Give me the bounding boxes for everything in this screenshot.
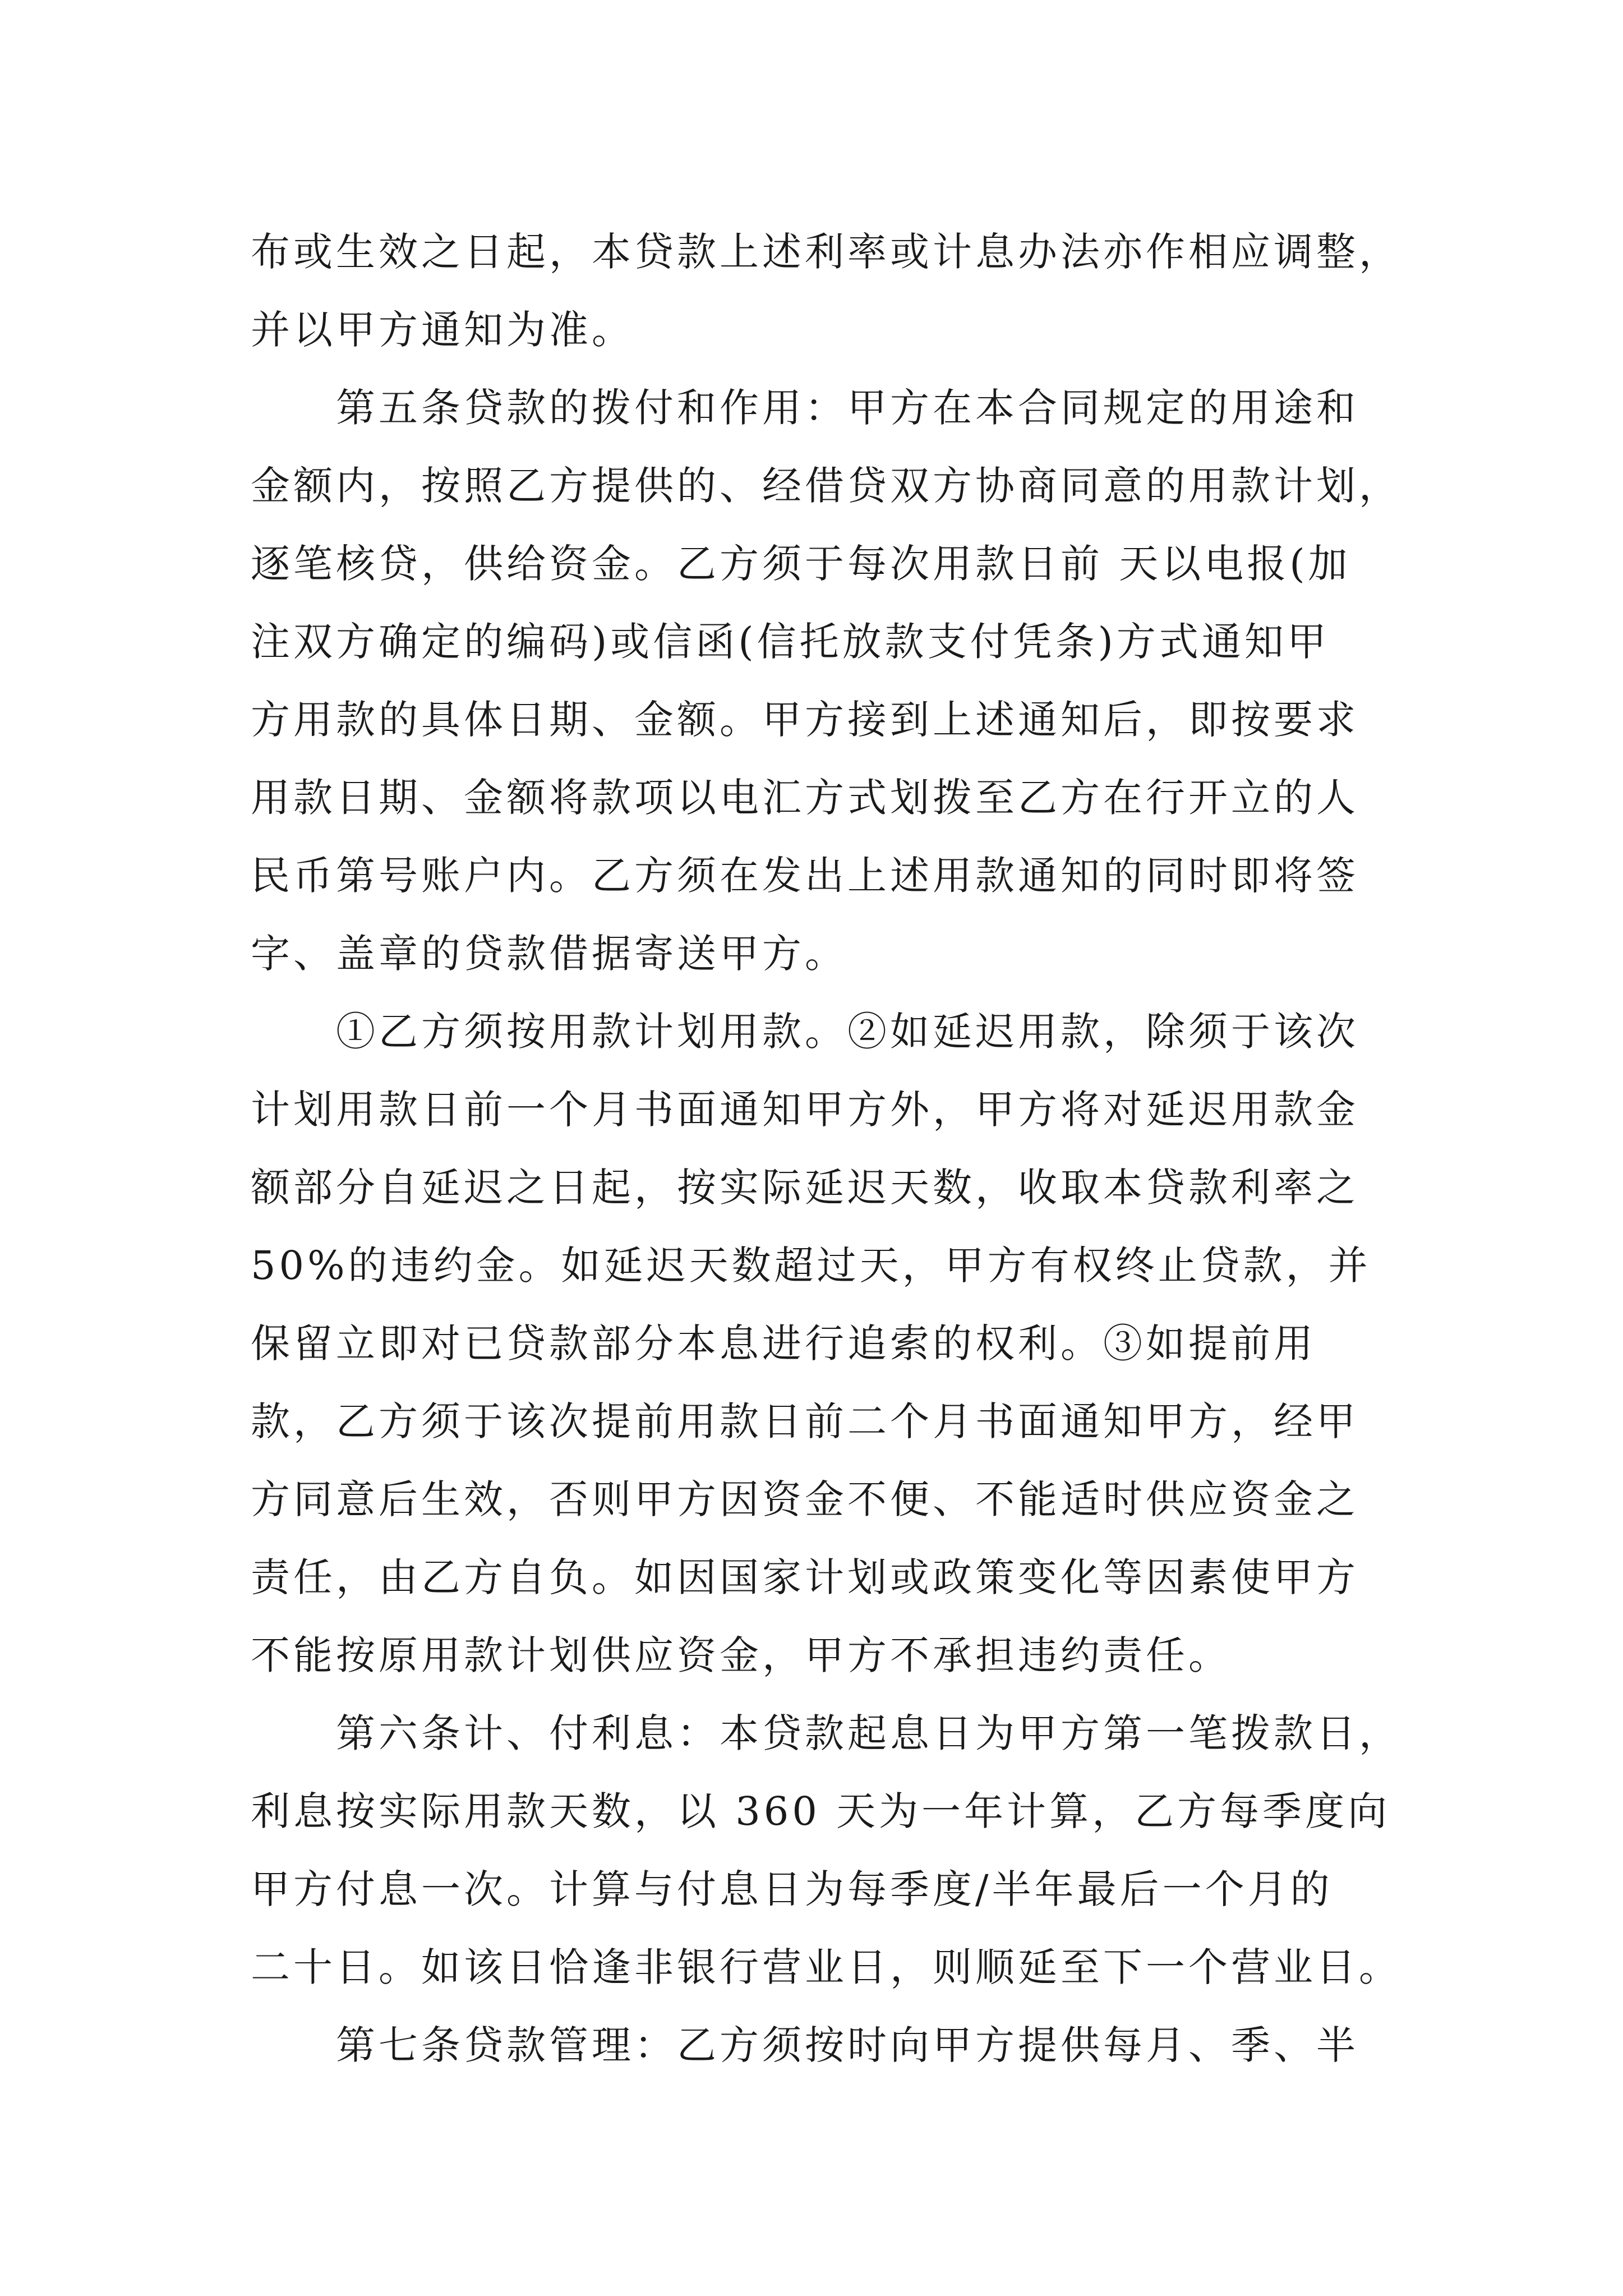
text-line: 保留立即对已贷款部分本息进行追索的权利。③如提前用: [251, 1320, 1316, 1366]
text-line: 利息按实际用款天数，以 360 天为一年计算，乙方每季度向: [251, 1788, 1391, 1834]
article-6-heading-line: 第六条计、付利息：本贷款起息日为甲方第一笔拨款日，: [336, 1710, 1401, 1756]
clause-list-line: ①乙方须按用款计划用款。②如延迟用款，除须于该次: [336, 1009, 1359, 1055]
text-line: 额部分自延迟之日起，按实际延迟天数，收取本贷款利率之: [251, 1165, 1359, 1211]
text-line: 用款日期、金额将款项以电汇方式划拨至乙方在行开立的人: [251, 775, 1359, 821]
document-body: [251, 213, 1445, 2085]
text-line: 方同意后生效，否则甲方因资金不便、不能适时供应资金之: [251, 1476, 1359, 1522]
text-line: 方用款的具体日期、金额。甲方接到上述通知后，即按要求: [251, 697, 1359, 743]
article-5-heading-line: 第五条贷款的拨付和作用：甲方在本合同规定的用途和: [336, 385, 1359, 431]
text-line: 计划用款日前一个月书面通知甲方外，甲方将对延迟用款金: [251, 1087, 1359, 1133]
text-line: 二十日。如该日恰逢非银行营业日，则顺延至下一个营业日。: [251, 1944, 1401, 1990]
text-line: 逐笔核贷，供给资金。乙方须于每次用款日前 天以电报(加: [251, 541, 1351, 587]
text-line: 布或生效之日起，本贷款上述利率或计息办法亦作相应调整，: [251, 229, 1401, 275]
text-line: 50%的违约金。如延迟天数超过天，甲方有权终止贷款，并: [251, 1243, 1371, 1289]
text-line: 字、盖章的贷款借据寄送甲方。: [251, 931, 847, 977]
text-line: 责任，由乙方自负。如因国家计划或政策变化等因素使甲方: [251, 1554, 1359, 1600]
text-line: 金额内，按照乙方提供的、经借贷双方协商同意的用款计划，: [251, 463, 1401, 509]
text-line: 甲方付息一次。计算与付息日为每季度/半年最后一个月的: [251, 1866, 1333, 1912]
article-7-heading-line: 第七条贷款管理：乙方须按时向甲方提供每月、季、半: [336, 2022, 1359, 2068]
text-line: 并以甲方通知为准。: [251, 307, 634, 353]
text-line: 款，乙方须于该次提前用款日前二个月书面通知甲方，经甲: [251, 1398, 1359, 1444]
text-line: 注双方确定的编码)或信函(信托放款支付凭条)方式通知甲: [251, 619, 1330, 665]
text-line: 不能按原用款计划供应资金，甲方不承担违约责任。: [251, 1632, 1231, 1678]
text-line: 民币第号账户内。乙方须在发出上述用款通知的同时即将签: [251, 853, 1359, 899]
